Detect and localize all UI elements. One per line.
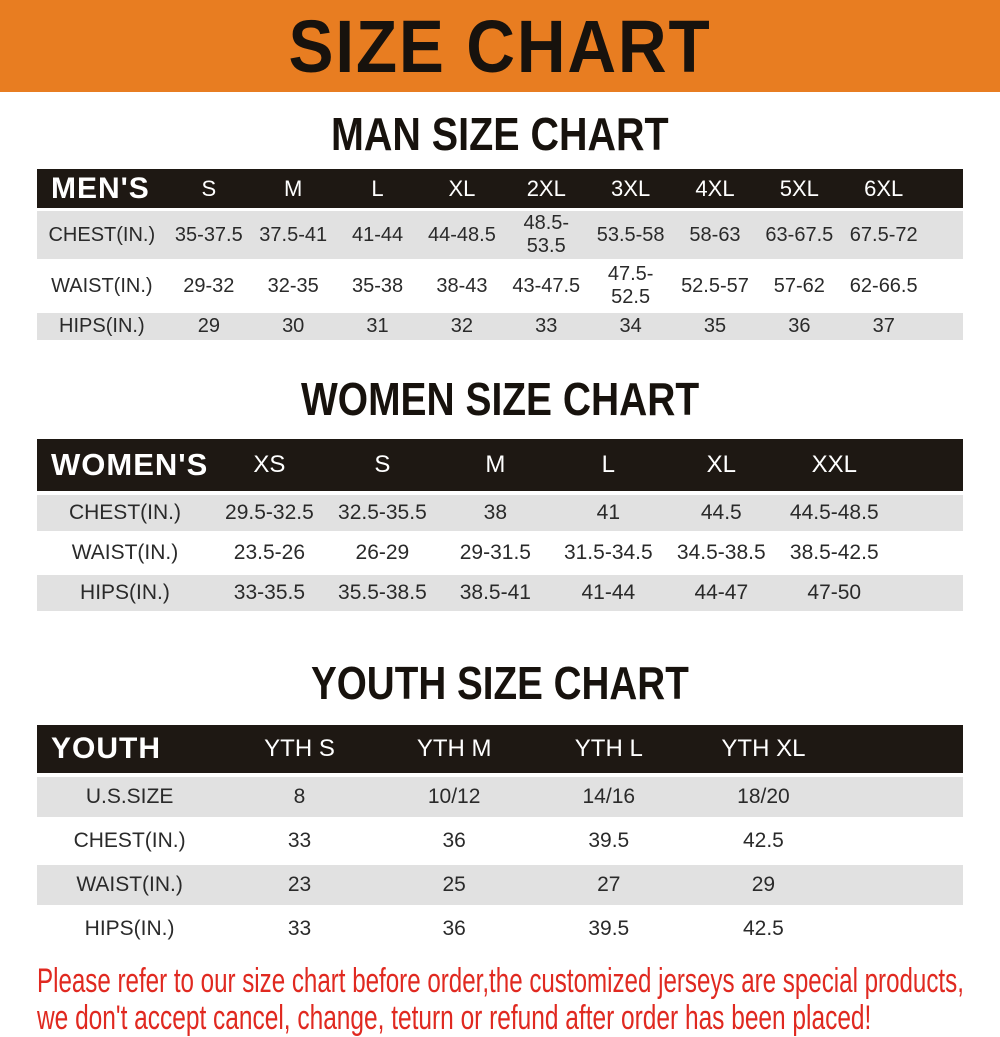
size-value-cell: 33-35.5 — [213, 575, 326, 611]
spacer-cell — [891, 495, 963, 531]
size-value-cell: 26-29 — [326, 535, 439, 571]
disclaimer-line-2: we don't accept cancel, change, teturn or refund after order has been placed! — [37, 999, 872, 1037]
size-column-header: L — [552, 439, 665, 491]
youth-section-heading-text: YOUTH SIZE CHART — [311, 657, 689, 709]
size-value-cell: 35.5-38.5 — [326, 575, 439, 611]
women-chest-row — [37, 495, 963, 531]
youth-size-table — [37, 721, 963, 953]
size-value-cell: 31.5-34.5 — [552, 535, 665, 571]
spacer-cell — [926, 262, 963, 310]
row-label: CHEST(IN.) — [37, 821, 222, 861]
size-value-cell: 35 — [673, 313, 757, 340]
size-column-header: YTH L — [531, 725, 686, 773]
size-value-cell: 33 — [504, 313, 588, 340]
spacer-cell — [926, 313, 963, 340]
women-table-title: WOMEN'S — [37, 439, 213, 491]
size-value-cell: 67.5-72 — [842, 211, 926, 259]
size-value-cell: 36 — [377, 909, 532, 949]
size-value-cell: 48.5-53.5 — [504, 211, 588, 259]
men-table-title: MEN'S — [37, 169, 167, 208]
size-value-cell: 29 — [167, 313, 251, 340]
size-value-cell: 39.5 — [531, 909, 686, 949]
size-value-cell: 37.5-41 — [251, 211, 335, 259]
size-value-cell: 32-35 — [251, 262, 335, 310]
men-section-heading-text: MAN SIZE CHART — [331, 108, 669, 160]
size-chart-banner — [0, 0, 1000, 92]
size-value-cell: 18/20 — [686, 777, 841, 817]
youth-header-row — [37, 725, 963, 773]
size-value-cell: 44.5-48.5 — [778, 495, 891, 531]
size-column-header: YTH S — [222, 725, 377, 773]
row-label: HIPS(IN.) — [37, 575, 213, 611]
size-value-cell: 29.5-32.5 — [213, 495, 326, 531]
spacer-cell — [841, 777, 963, 817]
size-value-cell: 58-63 — [673, 211, 757, 259]
spacer-cell — [841, 909, 963, 949]
size-column-header: XL — [665, 439, 778, 491]
size-value-cell: 25 — [377, 865, 532, 905]
size-value-cell: 62-66.5 — [842, 262, 926, 310]
spacer-cell — [841, 725, 963, 773]
size-column-header: YTH M — [377, 725, 532, 773]
size-value-cell: 38-43 — [420, 262, 504, 310]
size-value-cell: 39.5 — [531, 821, 686, 861]
size-value-cell: 38.5-41 — [439, 575, 552, 611]
size-value-cell: 34 — [588, 313, 672, 340]
size-value-cell: 32.5-35.5 — [326, 495, 439, 531]
disclaimer-text — [37, 963, 1000, 1037]
size-value-cell: 38.5-42.5 — [778, 535, 891, 571]
youth-ussize-row — [37, 777, 963, 817]
size-column-header: YTH XL — [686, 725, 841, 773]
size-value-cell: 32 — [420, 313, 504, 340]
size-value-cell: 41 — [552, 495, 665, 531]
size-value-cell: 36 — [377, 821, 532, 861]
size-value-cell: 29-32 — [167, 262, 251, 310]
size-value-cell: 44.5 — [665, 495, 778, 531]
size-column-header: S — [326, 439, 439, 491]
youth-waist-row — [37, 865, 963, 905]
size-value-cell: 52.5-57 — [673, 262, 757, 310]
row-label: CHEST(IN.) — [37, 211, 167, 259]
size-column-header: 2XL — [504, 169, 588, 208]
size-column-header: XS — [213, 439, 326, 491]
size-value-cell: 29-31.5 — [439, 535, 552, 571]
youth-section-heading — [0, 657, 1000, 709]
size-column-header: 3XL — [588, 169, 672, 208]
size-value-cell: 33 — [222, 909, 377, 949]
size-value-cell: 44-48.5 — [420, 211, 504, 259]
row-label: WAIST(IN.) — [37, 262, 167, 310]
size-value-cell: 35-37.5 — [167, 211, 251, 259]
men-size-table — [37, 166, 963, 343]
women-header-row — [37, 439, 963, 491]
men-waist-row — [37, 262, 963, 310]
spacer-cell — [926, 169, 963, 208]
row-label: U.S.SIZE — [37, 777, 222, 817]
spacer-cell — [891, 575, 963, 611]
size-value-cell: 8 — [222, 777, 377, 817]
row-label: WAIST(IN.) — [37, 865, 222, 905]
size-value-cell: 42.5 — [686, 821, 841, 861]
size-column-header: XL — [420, 169, 504, 208]
size-value-cell: 42.5 — [686, 909, 841, 949]
spacer-cell — [891, 439, 963, 491]
row-label: HIPS(IN.) — [37, 909, 222, 949]
size-value-cell: 53.5-58 — [588, 211, 672, 259]
women-section-heading-text: WOMEN SIZE CHART — [300, 373, 700, 425]
men-hips-row — [37, 313, 963, 340]
youth-chest-row — [37, 821, 963, 861]
spacer-cell — [841, 865, 963, 905]
women-hips-row — [37, 575, 963, 611]
size-value-cell: 23 — [222, 865, 377, 905]
women-section-heading — [0, 373, 1000, 425]
size-value-cell: 63-67.5 — [757, 211, 841, 259]
size-value-cell: 34.5-38.5 — [665, 535, 778, 571]
spacer-cell — [891, 535, 963, 571]
size-column-header: S — [167, 169, 251, 208]
disclaimer-line-1: Please refer to our size chart before order,the customized jerseys are special products, — [37, 962, 964, 1000]
size-value-cell: 37 — [842, 313, 926, 340]
size-column-header: 5XL — [757, 169, 841, 208]
size-column-header: M — [439, 439, 552, 491]
size-value-cell: 10/12 — [377, 777, 532, 817]
size-value-cell: 44-47 — [665, 575, 778, 611]
spacer-cell — [926, 211, 963, 259]
size-value-cell: 41-44 — [552, 575, 665, 611]
men-chest-row — [37, 211, 963, 259]
size-value-cell: 35-38 — [335, 262, 419, 310]
size-value-cell: 41-44 — [335, 211, 419, 259]
youth-hips-row — [37, 909, 963, 949]
banner-title: SIZE CHART — [288, 4, 712, 88]
spacer-cell — [841, 821, 963, 861]
size-column-header: 4XL — [673, 169, 757, 208]
women-waist-row — [37, 535, 963, 571]
women-size-table — [37, 435, 963, 615]
row-label: CHEST(IN.) — [37, 495, 213, 531]
youth-table-title: YOUTH — [37, 725, 222, 773]
size-column-header: 6XL — [842, 169, 926, 208]
size-value-cell: 36 — [757, 313, 841, 340]
size-column-header: M — [251, 169, 335, 208]
men-section-heading — [0, 108, 1000, 160]
size-column-header: XXL — [778, 439, 891, 491]
size-value-cell: 43-47.5 — [504, 262, 588, 310]
size-value-cell: 57-62 — [757, 262, 841, 310]
row-label: HIPS(IN.) — [37, 313, 167, 340]
size-value-cell: 38 — [439, 495, 552, 531]
size-value-cell: 23.5-26 — [213, 535, 326, 571]
men-header-row — [37, 169, 963, 208]
size-value-cell: 33 — [222, 821, 377, 861]
size-value-cell: 14/16 — [531, 777, 686, 817]
size-value-cell: 30 — [251, 313, 335, 340]
size-value-cell: 47.5-52.5 — [588, 262, 672, 310]
size-value-cell: 29 — [686, 865, 841, 905]
size-value-cell: 31 — [335, 313, 419, 340]
row-label: WAIST(IN.) — [37, 535, 213, 571]
size-value-cell: 47-50 — [778, 575, 891, 611]
size-value-cell: 27 — [531, 865, 686, 905]
size-column-header: L — [335, 169, 419, 208]
